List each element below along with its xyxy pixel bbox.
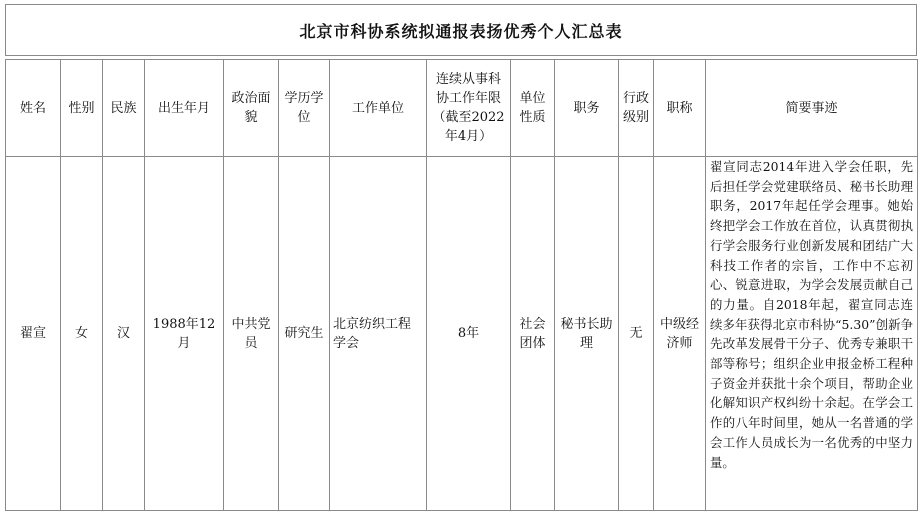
header-political: 政治面貌 bbox=[224, 60, 279, 157]
honoree-table bbox=[5, 59, 918, 511]
table-title: 北京市科协系统拟通报表扬优秀个人汇总表 bbox=[5, 4, 917, 56]
cell-birth: 1988年12月 bbox=[145, 157, 224, 511]
header-row bbox=[6, 60, 918, 157]
header-birth: 出生年月 bbox=[145, 60, 224, 157]
cell-education: 研究生 bbox=[279, 157, 330, 511]
header-position: 职务 bbox=[555, 60, 619, 157]
header-education: 学历学位 bbox=[279, 60, 330, 157]
header-workplace: 工作单位 bbox=[330, 60, 427, 157]
header-name: 姓名 bbox=[6, 60, 61, 157]
header-title: 职称 bbox=[654, 60, 706, 157]
cell-title: 中级经济师 bbox=[654, 157, 706, 511]
header-years: 连续从事科协工作年限（截至2022年4月） bbox=[427, 60, 511, 157]
header-gender: 性别 bbox=[61, 60, 103, 157]
cell-workplace: 北京纺织工程学会 bbox=[330, 157, 427, 511]
header-unit-type: 单位性质 bbox=[511, 60, 555, 157]
cell-unit-type: 社会团体 bbox=[511, 157, 555, 511]
header-admin-level: 行政级别 bbox=[619, 60, 654, 157]
cell-gender: 女 bbox=[61, 157, 103, 511]
cell-name: 翟宣 bbox=[6, 157, 61, 511]
header-summary: 简要事迹 bbox=[706, 60, 918, 157]
cell-political: 中共党员 bbox=[224, 157, 279, 511]
table-row bbox=[6, 157, 918, 511]
summary-sheet bbox=[5, 4, 917, 512]
cell-position: 秘书长助理 bbox=[555, 157, 619, 511]
cell-years: 8年 bbox=[427, 157, 511, 511]
header-ethnicity: 民族 bbox=[103, 60, 145, 157]
cell-ethnicity: 汉 bbox=[103, 157, 145, 511]
cell-admin-level: 无 bbox=[619, 157, 654, 511]
cell-summary: 翟宣同志2014年进入学会任职，先后担任学会党建联络员、秘书长助理职务，2017年起任学会理事。她始终把学会工作放在首位，认真贯彻执行学会服务行业创新发展和团结广大科技工作者的宗旨，工作中不忘初心、锐意进取，为学会发展贡献自己的力量。自2018年起，翟宣同志连续多年获得北京市科协“5.30”创新争先改革发展骨干分子、优秀专兼职干部等称号；组织企业申报金桥工程种子资金并获批十余个项目，帮助企业化解知识产权纠纷十余起。在学会工作的八年时间里，她从一名普通的学会工作人员成长为一名优秀的中坚力量。 bbox=[706, 157, 918, 511]
